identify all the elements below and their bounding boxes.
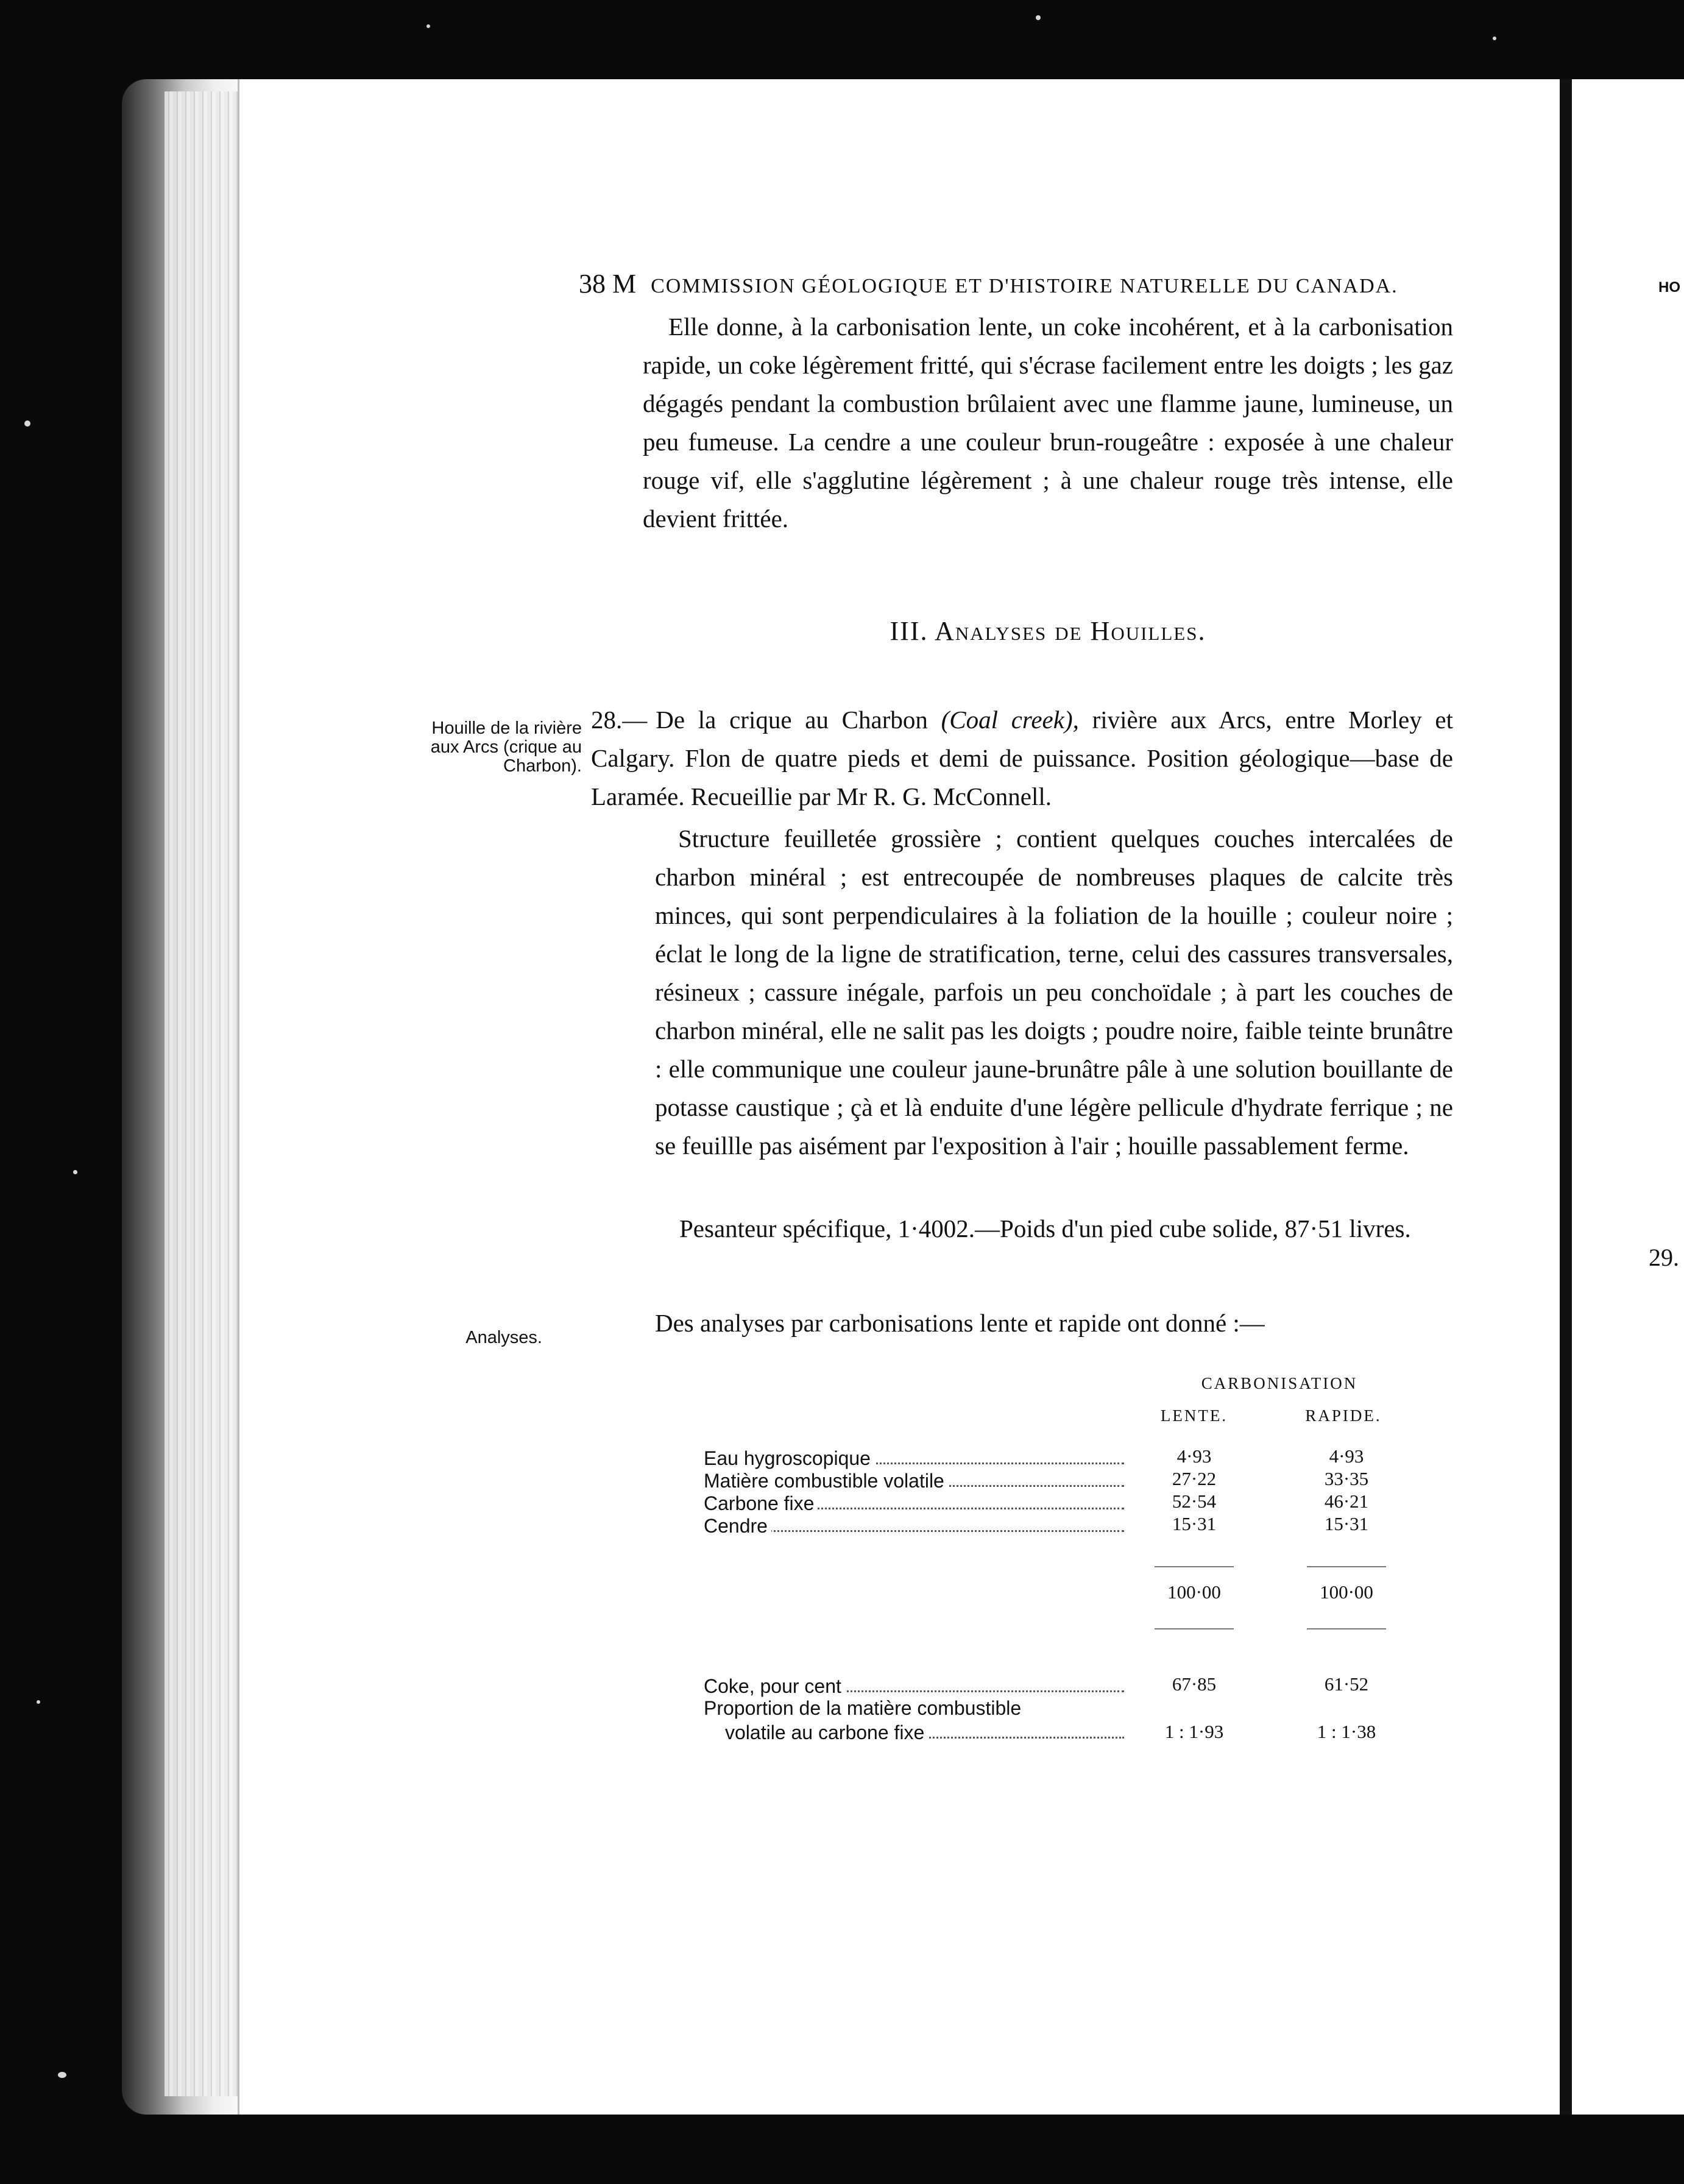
page-gutter	[1560, 79, 1572, 2115]
table-row-label	[704, 1515, 1124, 1537]
table-group-header: CARBONISATION	[1201, 1374, 1358, 1392]
table-cell-lente: 52·54	[1172, 1491, 1217, 1512]
table-row-label	[704, 1675, 1124, 1697]
facing-page-strip	[1572, 79, 1684, 2115]
table-row-label	[704, 1470, 1124, 1492]
page-number: 38 M	[579, 269, 637, 299]
table-cell-rapide: 4·93	[1329, 1445, 1364, 1467]
analyses-intro: Des analyses par carbonisations lente et rapide ont donné :—	[655, 1309, 1265, 1337]
facing-page-header-fragment: HO	[1658, 279, 1680, 296]
structure-paragraph: Structure feuilletée grossière ; contient quelques couches intercalées de charbon minéral ; est entrecoupée de nombreuses plaques de calcite très minces, qui sont perpendiculaires à la foliation de la houille ; couleur noire ; éclat le long de la ligne de stratification, terne, celui des cassures transversales, résineux ; cassure inégale, parfois un peu conchoïdale ; à part les couches de charbon minéral, elle ne salit pas les doigts ; poudre noire, faible teinte brunâtre : elle communique une couleur jaune-brunâtre pâle à une solution bouillante de potasse caustique ; çà et là enduite d'une légère pellicule d'hydrate ferrique ; ne se feuillle pas aisément par l'exposition à l'air ; houille passablement ferme.	[655, 824, 1453, 1160]
table-cell-rapide: 61·52	[1324, 1673, 1369, 1695]
table-total-lente: 100·00	[1167, 1581, 1221, 1603]
table-row-label	[704, 1697, 1142, 1719]
table-rule	[1155, 1566, 1234, 1567]
table-rule	[1307, 1566, 1386, 1567]
margin-note-entry: Houille de la rivière aux Arcs (crique au Charbon).	[430, 718, 582, 776]
table-row-label-text: volatile au carbone fixe	[725, 1721, 928, 1743]
table-row-label-text: Matière combustible volatile	[704, 1470, 948, 1492]
table-row-label	[704, 1447, 1124, 1469]
table-row-label-text: Proportion de la matière combustible	[704, 1697, 1025, 1719]
table-row-label-text: Cendre	[704, 1515, 771, 1537]
table-total-rapide: 100·00	[1320, 1581, 1373, 1603]
table-cell-lente: 15·31	[1172, 1513, 1217, 1534]
table-col-lente: LENTE.	[1160, 1406, 1228, 1425]
table-cell-rapide: 15·31	[1324, 1513, 1369, 1534]
scan-speck	[73, 1170, 77, 1174]
table-cell-lente: 1 : 1·93	[1164, 1721, 1224, 1742]
table-row-label-text: Coke, pour cent	[704, 1675, 845, 1697]
table-cell-lente: 27·22	[1172, 1468, 1217, 1489]
table-row-label	[725, 1721, 1124, 1743]
running-title: COMMISSION GÉOLOGIQUE ET D'HISTOIRE NATURELLE DU CANADA.	[651, 275, 1398, 297]
scan-speck	[426, 24, 430, 28]
table-rule	[1307, 1628, 1386, 1629]
section-title: III. Analyses de Houilles.	[890, 616, 1206, 646]
entry-italic-name: (Coal creek),	[941, 706, 1079, 734]
table-cell-rapide: 46·21	[1324, 1491, 1369, 1512]
table-col-rapide: RAPIDE.	[1305, 1406, 1382, 1425]
scan-speck	[37, 1700, 40, 1704]
facing-page-number-fragment: 29.	[1649, 1244, 1679, 1271]
scan-speck	[1036, 15, 1041, 20]
scan-speck	[1493, 37, 1496, 40]
entry-number: 28.—	[591, 706, 648, 734]
table-row-label-text: Eau hygroscopique	[704, 1447, 874, 1469]
scan-speck	[24, 420, 30, 427]
entry-text-rest: rivière aux Arcs, entre Morley et Calgary. Flon de quatre pieds et demi de puissance. Position géologique—base de Laramée. Recueillie par Mr R. G. McConnell.	[591, 706, 1454, 810]
table-row-label	[704, 1492, 1124, 1514]
running-header	[579, 268, 1420, 299]
table-cell-lente: 4·93	[1176, 1445, 1212, 1467]
specific-gravity-paragraph: Pesanteur spécifique, 1·4002.—Poids d'un pied cube solide, 87·51 livres.	[679, 1214, 1411, 1243]
scan-speck	[58, 2072, 66, 2078]
entry-text-start: De la crique au Charbon	[656, 706, 941, 734]
table-cell-rapide: 33·35	[1324, 1468, 1369, 1489]
table-row-label-text: Carbone fixe	[704, 1492, 818, 1514]
entry-paragraph	[591, 701, 1453, 816]
page-edges	[165, 91, 238, 2096]
intro-paragraph: Elle donne, à la carbonisation lente, un coke incohérent, et à la carbonisation rapide, un coke légèrement fritté, qui s'écrase facilement entre les doigts ; les gaz dégagés pendant la combustion brûlaient avec une flamme jaune, lumineuse, un peu fumeuse. La cendre a une couleur brun-rougeâtre : exposée à une chaleur rouge vif, elle s'agglutine légèrement ; à une chaleur rouge très intense, elle devient frittée.	[643, 313, 1453, 533]
table-cell-rapide: 1 : 1·38	[1317, 1721, 1376, 1742]
table-rule	[1155, 1628, 1234, 1629]
table-cell-lente: 67·85	[1172, 1673, 1217, 1695]
margin-note-analyses: Analyses.	[465, 1328, 542, 1347]
